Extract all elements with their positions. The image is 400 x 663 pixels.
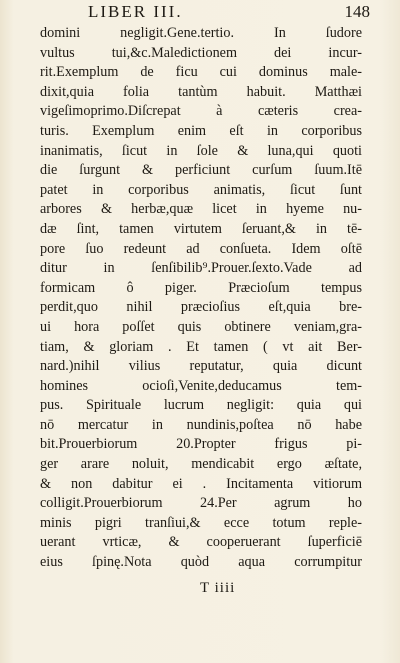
running-head: LIBER III.: [88, 2, 183, 21]
text-line: die ſurgunt & perficiunt curſum ſuum.Itē: [40, 162, 362, 179]
text-line: pore ſuo redeunt ad conſueta. Idem oſtē: [40, 240, 362, 257]
text-line: minis pigri tranſiui,& ecce totum reple-: [40, 514, 362, 531]
text-line: rit.Exemplum de ficu cui dominus male-: [40, 64, 362, 81]
signature-mark: T iiii: [200, 580, 236, 596]
text-line: dixit,quia folia tantùm habuit. Matthæi: [40, 83, 362, 100]
text-line: turis. Exemplum enim eſt in corporibus: [40, 122, 362, 139]
text-line: dæ ſint, tamen virtutem ſeruant,& in tē-: [40, 220, 362, 237]
text-line: pus. Spirituale lucrum negligit: quia qui: [40, 397, 362, 414]
text-line: & non dabitur ei . Incitamenta vitiorum: [40, 475, 362, 492]
text-line: colligit.Prouerbiorum 24.Per agrum ho: [40, 495, 362, 512]
text-line: ditur in ſenſibilib⁹.Prouer.ſexto.Vade ad: [40, 260, 362, 277]
text-line: perdit,quo nihil præcioſius eſt,quia bre-: [40, 299, 362, 316]
text-line: formicam ô piger. Præcioſum tempus: [40, 279, 362, 296]
text-line: inanimatis, ſicut in ſole & luna,qui quoti: [40, 142, 362, 159]
text-line: vultus tui,&c.Maledictionem dei incur-: [40, 44, 362, 61]
text-line: eius ſpinę.Nota quòd aqua corrumpitur: [40, 554, 362, 571]
text-line: arbores & herbæ,quæ licet in hyeme nu-: [40, 201, 362, 218]
page-header: [88, 2, 370, 26]
text-line: nō mercatur in nundinis,poſtea nō habe: [40, 416, 362, 433]
body-text: [40, 24, 362, 573]
text-line: tiam, & gloriam . Et tamen ( vt ait Ber-: [40, 338, 362, 355]
text-line: domini negligit.Gene.tertio. In ſudore: [40, 25, 362, 41]
text-line: ger arare noluit, mendicabit ergo æſtate,: [40, 456, 362, 473]
text-line: uerant vrticæ, & cooperuerant ſuperficiē: [40, 534, 362, 551]
text-line: ui hora poſſet quis obtinere veniam,gra-: [40, 318, 362, 335]
folio-number: 148: [344, 2, 370, 21]
text-line: nard.)nihil vilius reputatur, quia dicunt: [40, 358, 362, 375]
text-line: vigeſimoprimo.Diſcrepat à cæteris crea-: [40, 103, 362, 120]
text-line: homines ocioſi,Venite,deducamus tem-: [40, 377, 362, 394]
text-line: patet in corporibus animatis, ſicut ſunt: [40, 181, 362, 198]
text-line: bit.Prouerbiorum 20.Propter frigus pi-: [40, 436, 362, 453]
